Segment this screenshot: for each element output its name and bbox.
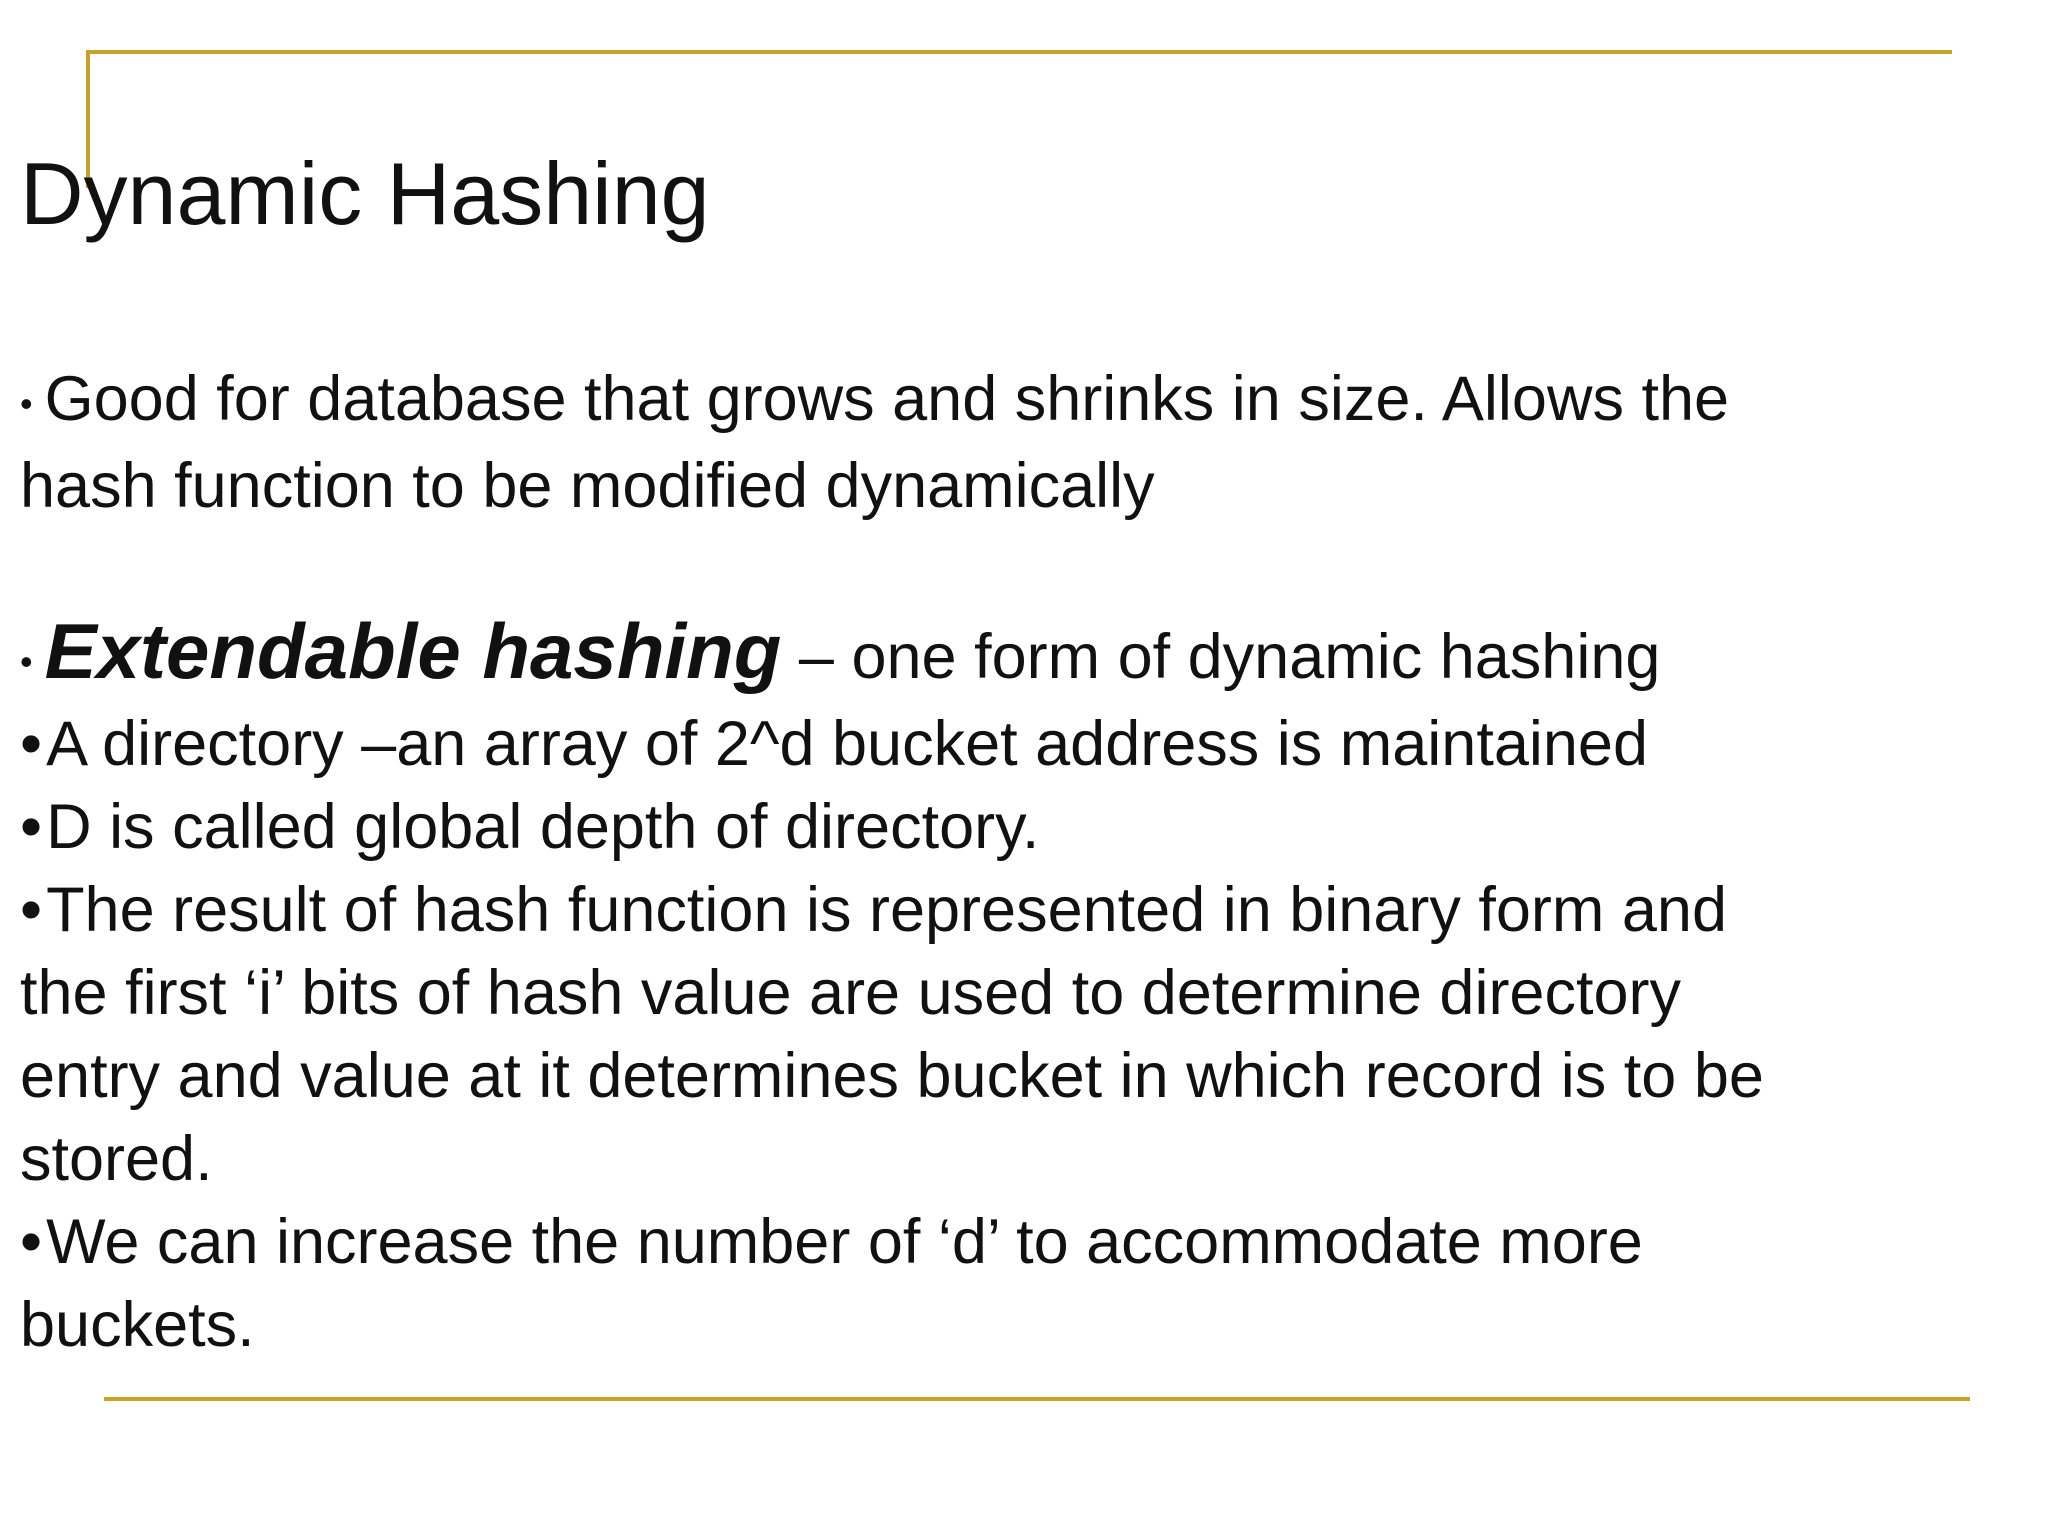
bullet-dynamic-hashing-intro <box>20 358 1940 528</box>
bullet-glyph: • <box>20 640 33 682</box>
bullet-extendable-hashing <box>20 607 1940 703</box>
bullet-hash-result <box>20 869 1940 952</box>
bullet-glyph: • <box>20 1206 43 1277</box>
bullet-line: entry and value at it determines bucket in which record is to be <box>20 1040 1764 1111</box>
bullet-list <box>20 607 1940 1367</box>
slide-title: Dynamic Hashing <box>20 144 710 243</box>
bullet-text: – one form of dynamic hashing <box>781 622 1661 692</box>
bullet-line: the first ‘i’ bits of hash value are used to determine directory <box>20 957 1681 1028</box>
bullet-global-depth <box>20 786 1940 869</box>
bullet-text: We can increase the number of ‘d’ to accommodate more <box>46 1206 1643 1277</box>
bullet-line <box>20 358 1940 445</box>
frame-bottom-line <box>104 1397 1970 1401</box>
term-extendable-hashing: Extendable hashing <box>44 607 782 695</box>
bullet-text: The result of hash function is represented in binary form and <box>46 874 1727 945</box>
frame-top-line <box>86 50 1952 54</box>
bullet-glyph: • <box>20 874 43 945</box>
bullet-directory <box>20 703 1940 786</box>
bullet-text: D is called global depth of directory. <box>46 791 1040 862</box>
bullet-increase-d <box>20 1201 1940 1284</box>
bullet-text: Good for database that grows and shrinks in size. Allows the <box>44 364 1730 434</box>
bullet-line: buckets. <box>20 1289 255 1360</box>
bullet-line: stored. <box>20 1123 213 1194</box>
bullet-glyph: • <box>20 791 43 862</box>
bullet-text: A directory –an array of 2^d bucket address is maintained <box>46 708 1648 779</box>
bullet-line: hash function to be modified dynamically <box>20 450 1155 521</box>
bullet-glyph: • <box>20 708 43 779</box>
bullet-glyph: • <box>20 382 33 424</box>
